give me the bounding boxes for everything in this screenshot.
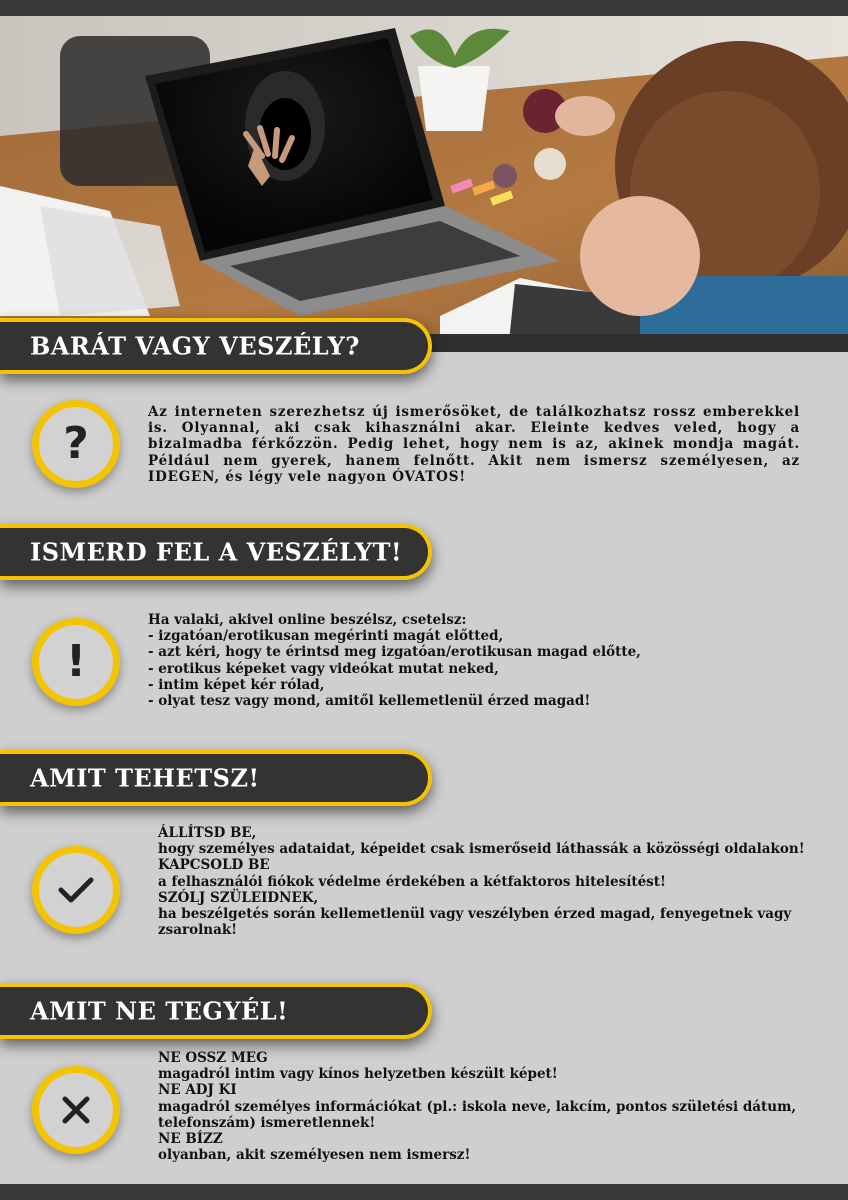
section-1-paragraph: Az interneten szerezhetsz új ismerősöket, de találkozhatsz rossz emberekkel is. Olyannal, aki csak kihasználni akar. Eleinte kedves veled, hogy a bizalmadba férkőzzön. Pedig lehet, hogy nem is az, akinek mondja magát. Például nem gyerek, hanem felnőtt. Akit nem ismersz személyesen, az IDEGEN, és légy vele nagyon ÓVATOS!: [148, 404, 800, 485]
list-item: - izgatóan/erotikusan megérinti magát előtted,: [148, 628, 504, 645]
section-3-content: [158, 825, 808, 938]
exclamation-mark-icon: !: [32, 618, 120, 706]
warning-text: magadról intim vagy kínos helyzetben készült képet!: [158, 1066, 558, 1083]
header-photo: [0, 16, 848, 334]
section-3-banner: [0, 750, 432, 806]
warning-heading: NE BÍZZ: [158, 1131, 223, 1148]
section-4-title: AMIT NE TEGYÉL!: [30, 996, 289, 1026]
tip-heading: ÁLLÍTSD BE,: [158, 825, 257, 841]
warning-text: olyanban, akit személyesen nem ismersz!: [158, 1147, 471, 1164]
tip-text: hogy személyes adataidat, képeidet csak ismerőseid láthassák a közösségi oldalakon!: [158, 841, 805, 858]
list-item: - olyat tesz vagy mond, amitől kellemetlenül érzed magad!: [148, 693, 591, 710]
tip-text: a felhasználói fiókok védelme érdekében a kétfaktoros hitelesítést!: [158, 873, 666, 890]
bottom-bar: [0, 1184, 848, 1200]
section-3-title: AMIT TEHETSZ!: [30, 763, 260, 793]
warning-text: magadról személyes információkat (pl.: iskola neve, lakcím, pontos születési dátum, telefonszám) ismeretlennek!: [158, 1098, 797, 1131]
question-mark-icon: ?: [32, 400, 120, 488]
section-1-banner: [0, 318, 432, 374]
top-bar: [0, 0, 848, 16]
section-2-banner: [0, 524, 432, 580]
warning-heading: NE OSSZ MEG: [158, 1050, 268, 1066]
list-item: - erotikus képeket vagy videókat mutat neked,: [148, 660, 499, 677]
section-2-intro: Ha valaki, akivel online beszélsz, csetelsz:: [148, 612, 467, 628]
section-2-content: [148, 612, 808, 709]
section-4-banner: [0, 983, 432, 1039]
x-mark-icon: [32, 1066, 120, 1154]
section-1-title: BARÁT VAGY VESZÉLY?: [30, 331, 360, 361]
list-item: - intim képet kér rólad,: [148, 676, 325, 693]
tip-text: ha beszélgetés során kellemetlenül vagy veszélyben érzed magad, fenyegetnek vagy zsarolnak!: [158, 906, 792, 939]
tip-heading: SZÓLJ SZÜLEIDNEK,: [158, 889, 319, 906]
list-item: - azt kéri, hogy te érintsd meg izgatóan/erotikusan magad előtte,: [148, 644, 641, 661]
warning-heading: NE ADJ KI: [158, 1082, 237, 1099]
section-4-content: [158, 1050, 808, 1163]
check-mark-icon: [32, 846, 120, 934]
laptop-scene-image: [0, 16, 848, 334]
section-2-title: ISMERD FEL A VESZÉLYT!: [30, 537, 402, 567]
tip-heading: KAPCSOLD BE: [158, 857, 270, 874]
